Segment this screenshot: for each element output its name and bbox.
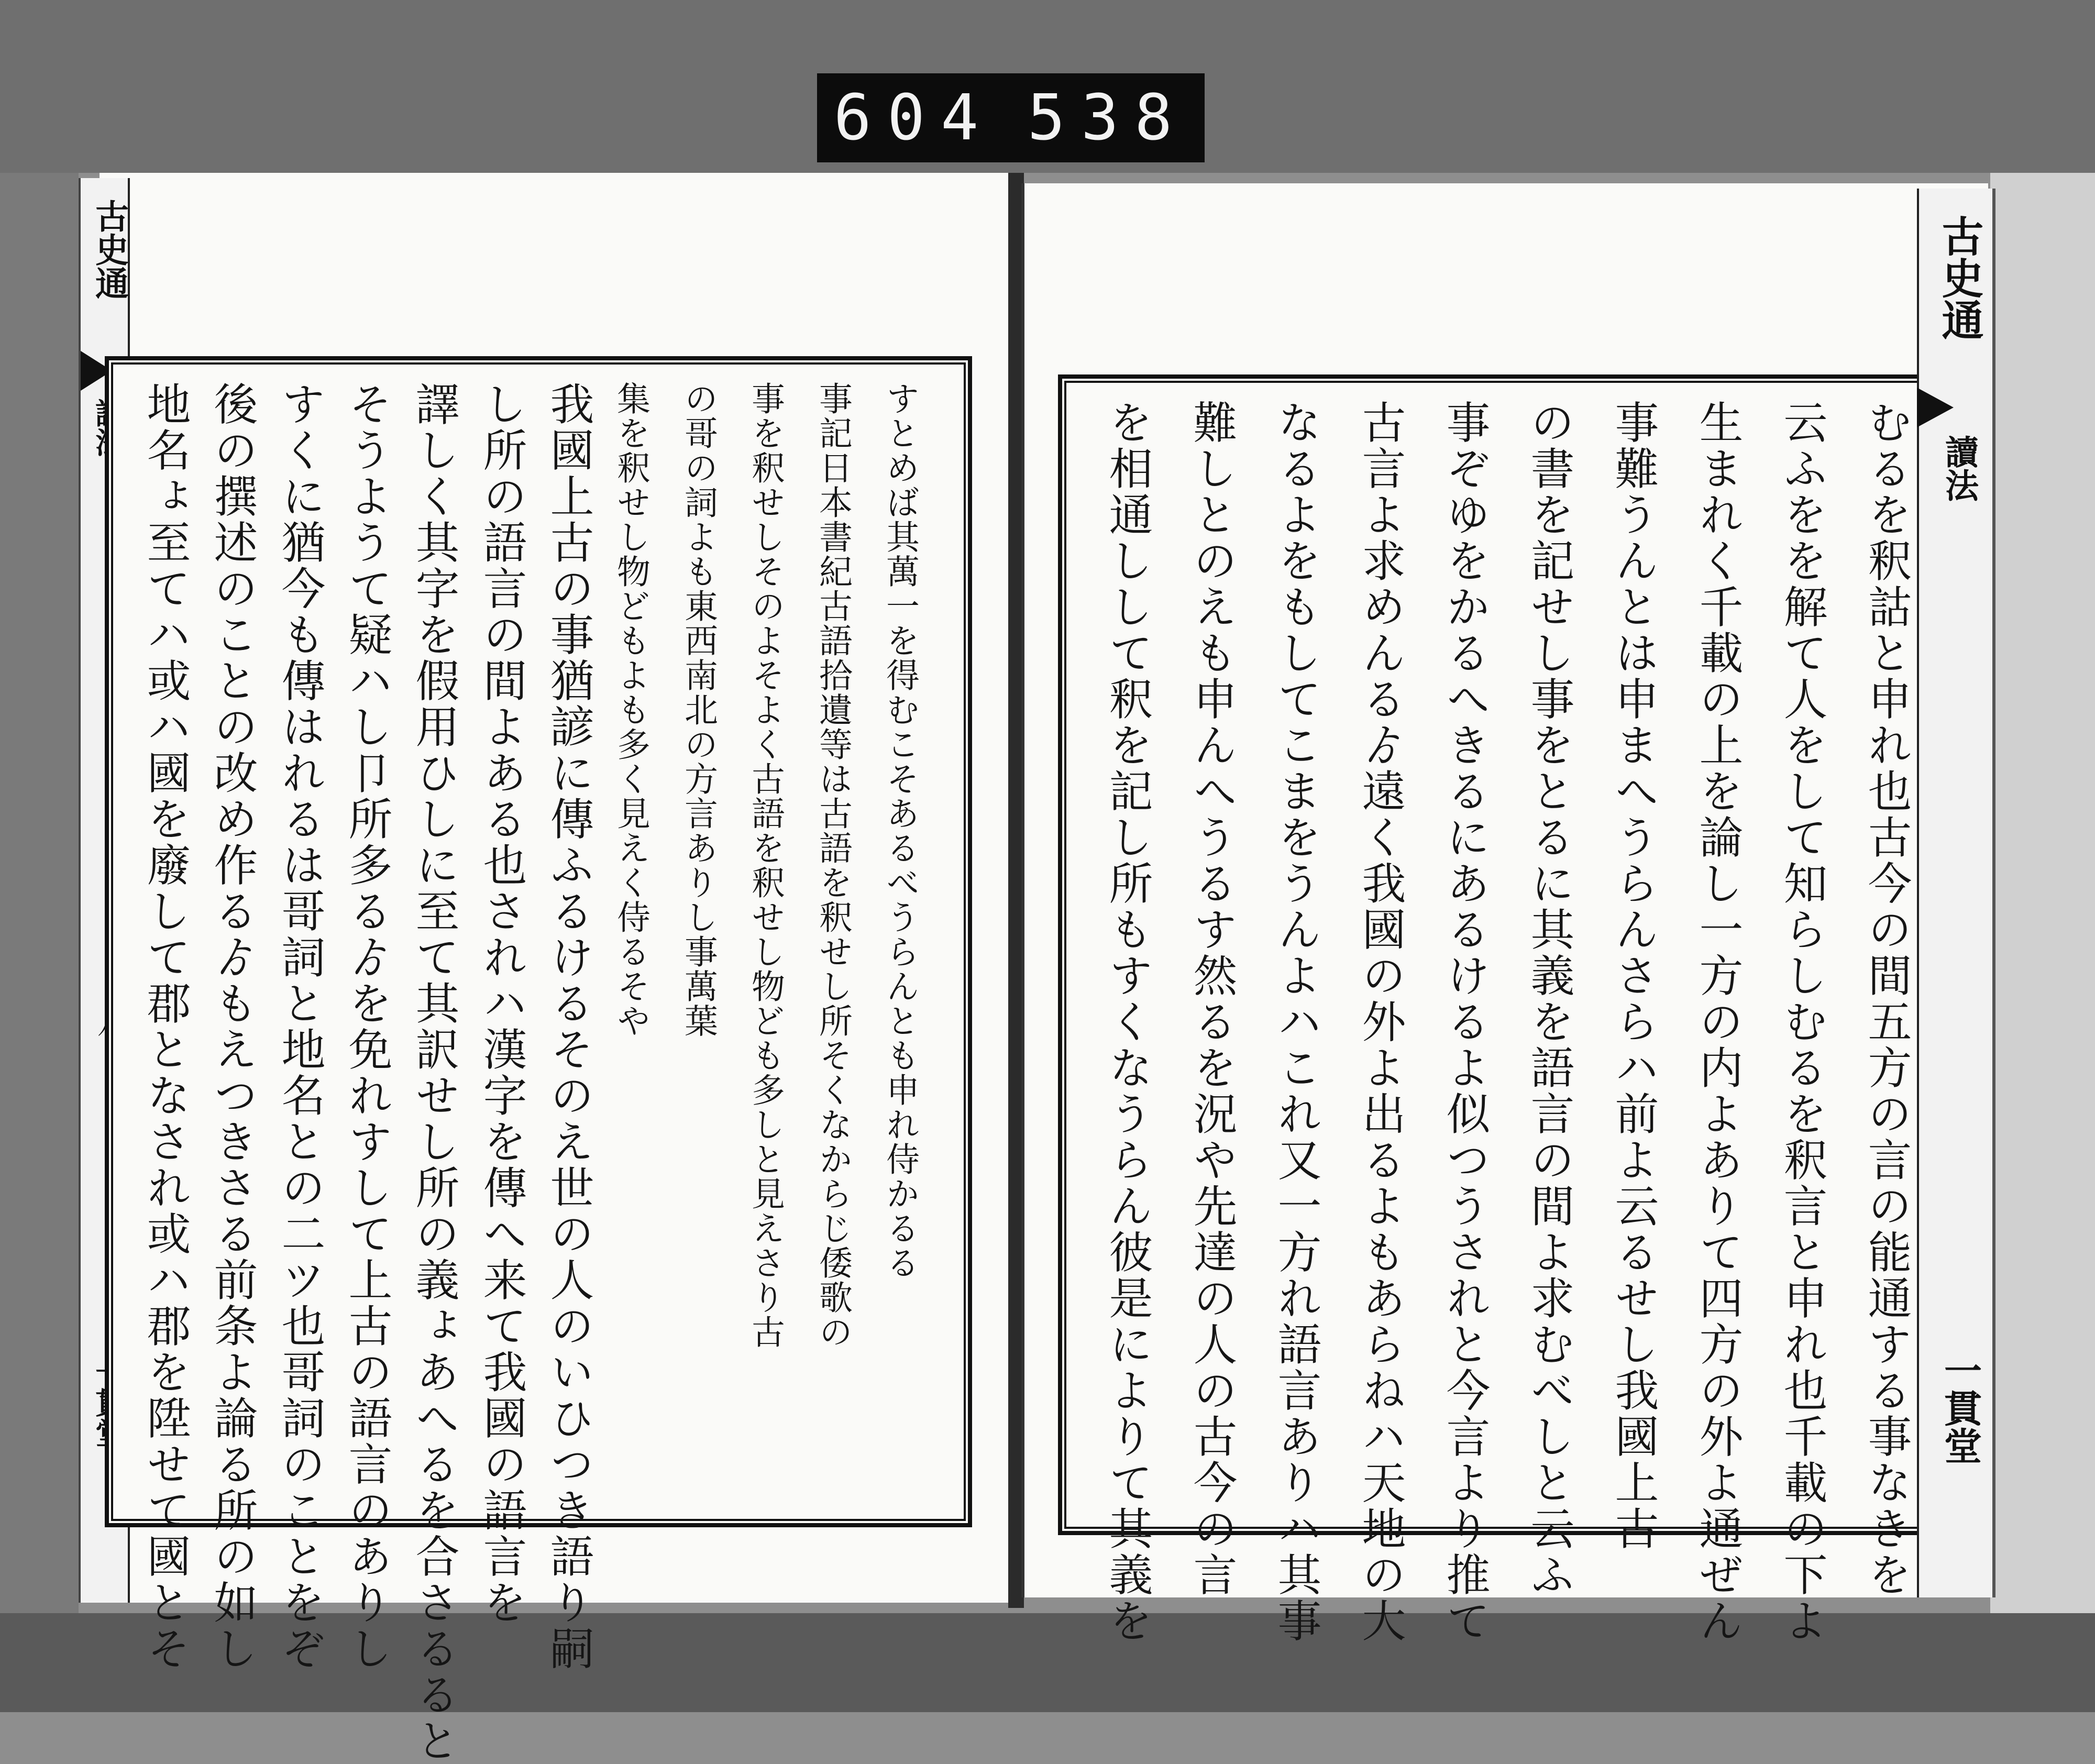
text-column: 譯しく其字を假用ひしに至て其訳せし所の義ょあへるを合さるると: [409, 381, 460, 1764]
text-column: 後の撰述のことの改め作るゟもえつきさる前条よ論る所の如し: [207, 381, 258, 1672]
right-section-label: 讀法: [1939, 435, 1979, 502]
scan-backdrop-right: [1990, 173, 2095, 1613]
text-column: 地名ょ至てハ或ハ國を廢して郡となされ或ハ郡を陞せて國とそ: [140, 381, 191, 1672]
scan-backdrop-left: [0, 173, 79, 1613]
text-column: 難しとのえも申んへうるす然るを況や先達の人の古今の言: [1186, 400, 1238, 1598]
left-text-frame: [105, 356, 972, 1764]
right-page-edge: [1917, 189, 1995, 1597]
text-column: の書を記せし事をとるに其義を語言の間よ求むべしと云ふ: [1524, 400, 1575, 1598]
text-column: 生まれく千載の上を論し一方の内よありて四方の外よ通ぜん: [1692, 400, 1744, 1644]
text-column: 古言よ求めんるゟ遠く我國の外よ出るよもあらねハ天地の大: [1355, 400, 1406, 1644]
text-column: 云ふをを解て人をして知らしむるを釈言と申れ也千載の下よ: [1777, 400, 1828, 1644]
text-column: の哥の詞よも東西南北の方言ありし事萬葉: [679, 381, 718, 1038]
text-column: を相通しして釈を記し所もすくなうらん彼是によりて其義を: [1102, 400, 1153, 1644]
text-column: 集を釈せし物どもよも多く見えく侍るそや: [611, 381, 650, 1038]
tag-left-number: 604: [833, 81, 995, 155]
text-column: 事を釈せしそのよそよく古語を釈せし物ども多しと見えさり古: [746, 381, 785, 1349]
right-text-frame: [1058, 374, 1962, 1644]
tag-right-number: 538: [1027, 81, 1188, 155]
fold-mark-right: [1917, 388, 1954, 427]
text-column: 事ぞゆをかるへきるにあるけるよ似つうされと今言より推て: [1439, 400, 1491, 1644]
right-publisher-mark: 一貫堂: [1938, 1351, 1982, 1464]
right-running-head: 古史通: [1935, 215, 1984, 340]
text-column: そうようて疑ハし卩所多るゟを免れすして上古の語言のありし: [341, 381, 393, 1672]
left-running-head: 古史通: [90, 199, 129, 300]
text-column: すとめば其萬一を得むこそあるべうらんとも申れ侍かるる: [880, 381, 919, 1280]
text-column: なるよをもしてこまをうんよハこれ又一方れ語言ありハ其事: [1271, 400, 1322, 1644]
text-column: すくに猶今も傳はれるは哥詞と地名との二ツ也哥詞のことをぞ: [274, 381, 326, 1672]
text-column: 事記日本書紀古語拾遺等は古語を釈せし所そくなからじ倭歌の: [813, 381, 852, 1349]
text-column: むるを釈詁と申れ也古今の間五方の言の能通する事なきを: [1861, 400, 1912, 1598]
catalogue-number-tag: [817, 73, 1205, 162]
text-column: 我國上古の事猶諺に傳ふるけるそのえ世の人のいひつき語り嗣: [543, 381, 594, 1672]
text-column: 事難うんとは申まへうらんさらハ前よ云るせし我國上古: [1608, 400, 1659, 1552]
text-column: し所の語言の間よある也されハ漢字を傳へ来て我國の語言を: [476, 381, 527, 1626]
